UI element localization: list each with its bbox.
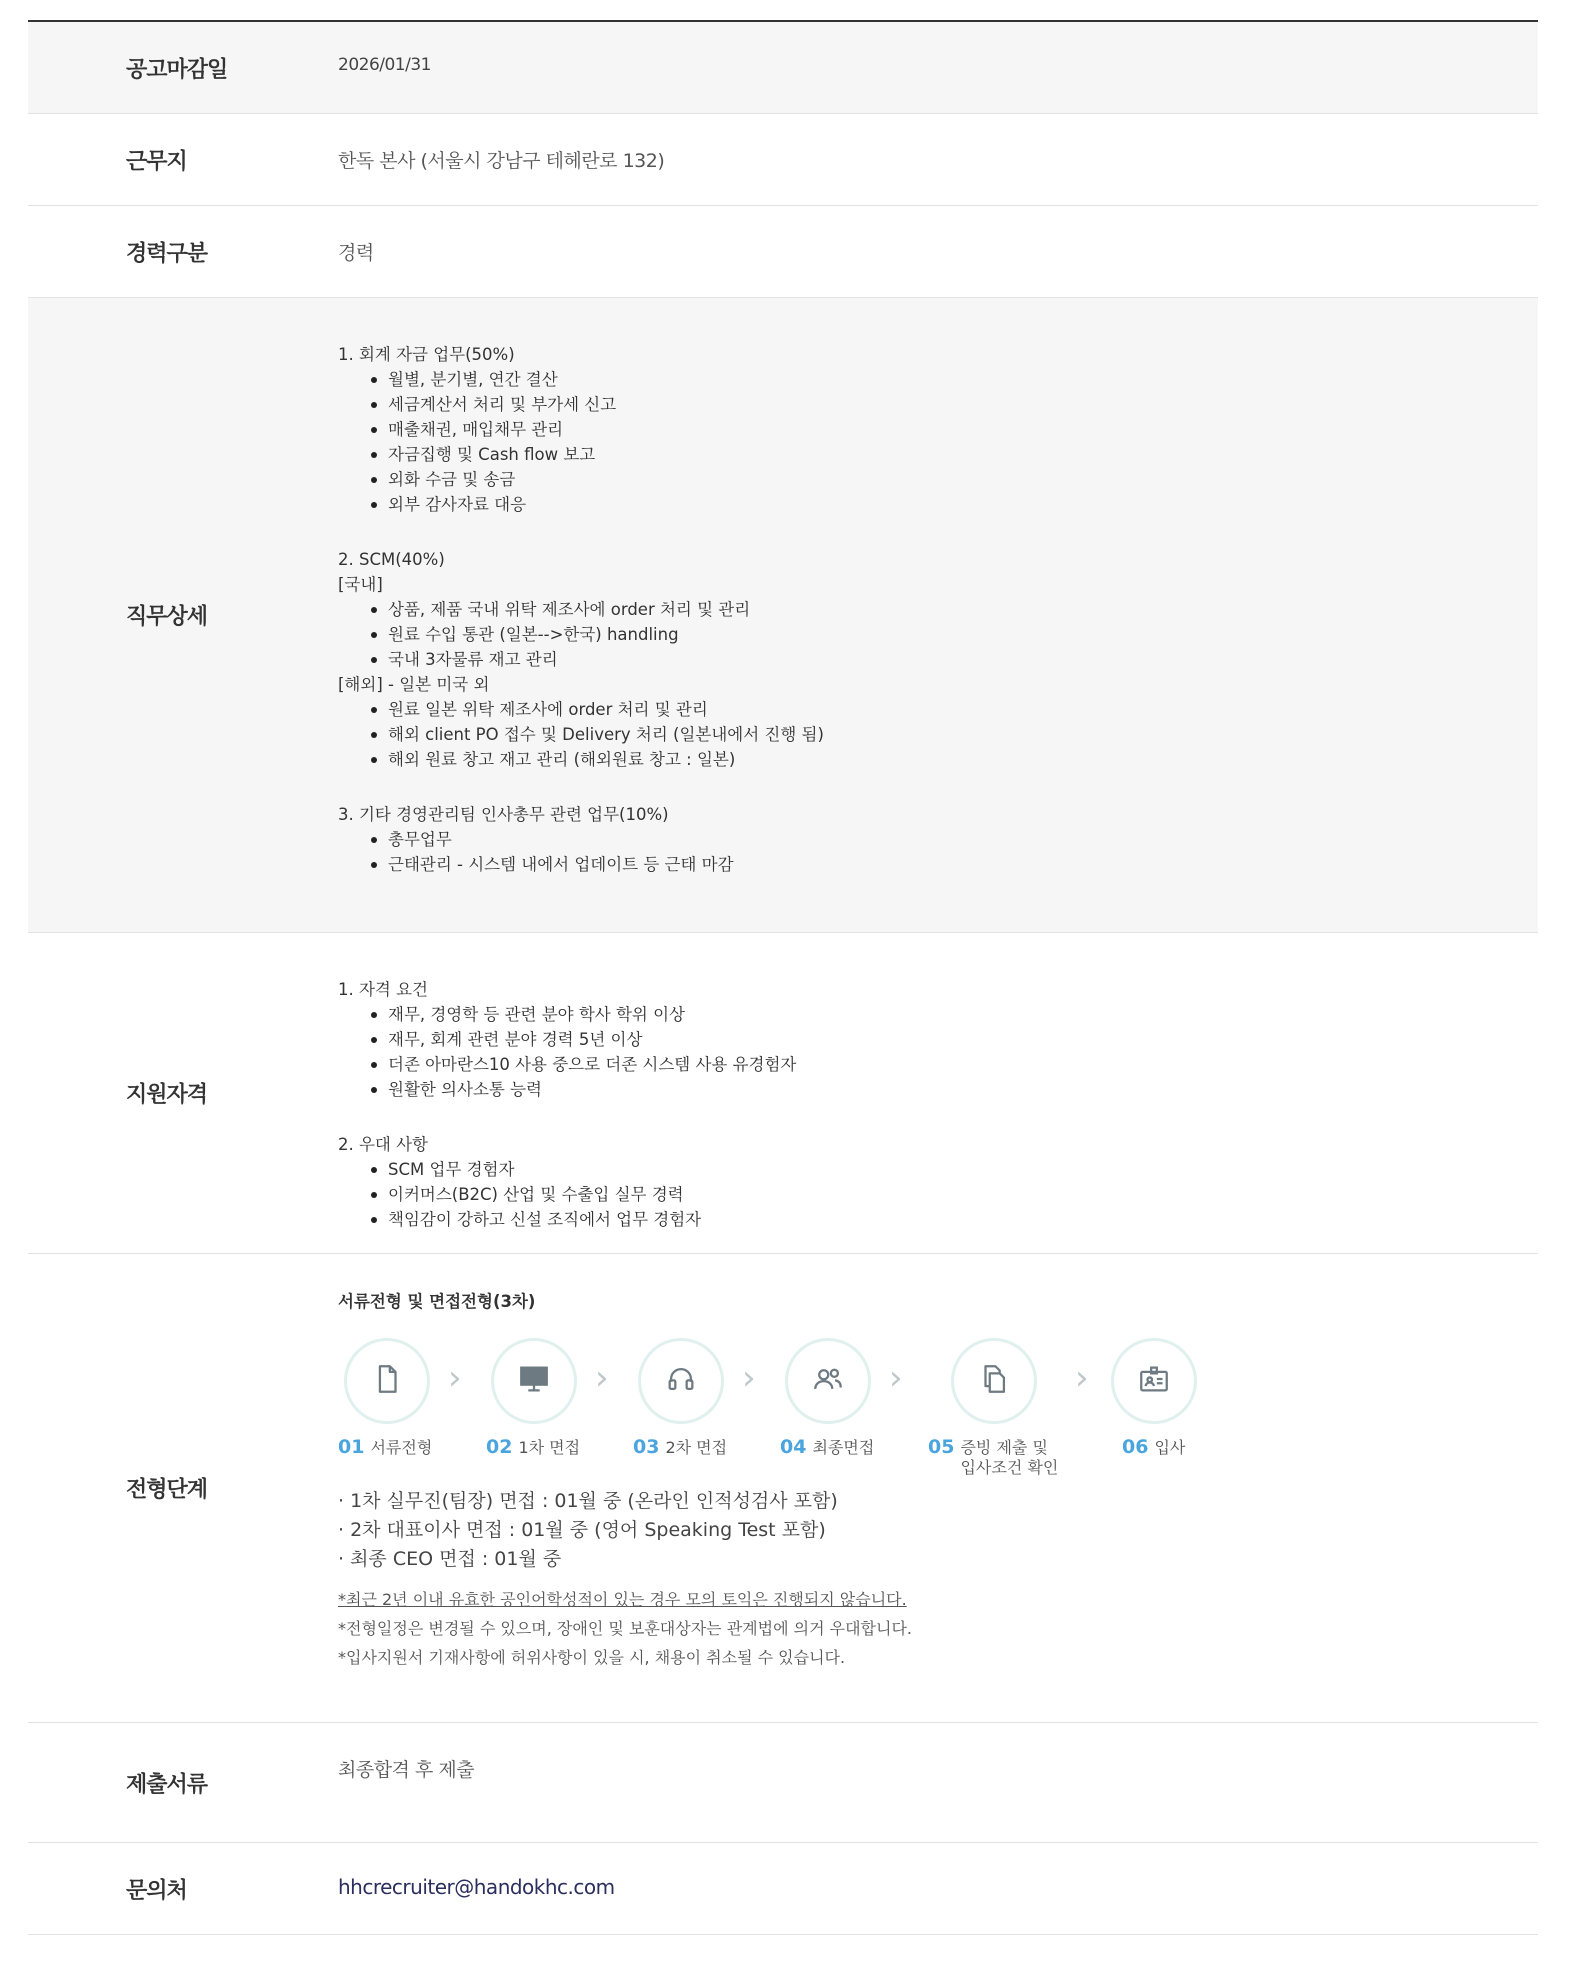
step-label: 06 입사	[1122, 1436, 1186, 1458]
process-steps	[338, 1338, 1238, 1488]
qualifications-section-title: 1. 자격 요건	[338, 980, 428, 999]
documents-label: 제출서류	[126, 1772, 208, 1797]
step-label: 03 2차 면접	[633, 1436, 728, 1458]
schedule-item: · 1차 실무진(팀장) 면접 : 01월 중 (온라인 인적성검사 포함)	[338, 1490, 838, 1512]
qualifications-list	[338, 1157, 796, 1232]
process-label: 전형단계	[126, 1477, 208, 1503]
step-label: 02 1차 면접	[486, 1436, 581, 1458]
note-item: *입사지원서 기재사항에 허위사항이 있을 시, 채용이 취소될 수 있습니다.	[338, 1648, 846, 1667]
duties-list	[338, 597, 824, 672]
duties-label: 직무상세	[126, 604, 208, 630]
qualifications-label: 지원자격	[126, 1082, 208, 1108]
step-item	[951, 1338, 1035, 1424]
list-item: 해외 원료 창고 재고 관리 (해외원료 창고 : 일본)	[388, 747, 824, 772]
step-circle	[491, 1338, 577, 1424]
step-item	[1111, 1338, 1195, 1424]
interview-schedule	[338, 1487, 838, 1574]
list-item: SCM 업무 경험자	[388, 1157, 796, 1182]
step-item	[785, 1338, 869, 1424]
duties-list	[338, 367, 824, 517]
chevron-right-icon: ›	[595, 1358, 609, 1398]
step-item	[638, 1338, 722, 1424]
process-notes	[338, 1585, 912, 1672]
location-label: 근무지	[126, 149, 187, 174]
note-item: *전형일정은 변경될 수 있으며, 장애인 및 보훈대상자는 관계법에 의거 우대합니다.	[338, 1619, 912, 1638]
list-item: 세금계산서 처리 및 부가세 신고	[388, 392, 824, 417]
list-item: 원료 일본 위탁 제조사에 order 처리 및 관리	[388, 697, 824, 722]
duties-content	[338, 342, 824, 877]
step-circle	[951, 1338, 1037, 1424]
duties-section-title: 2. SCM(40%)	[338, 550, 445, 569]
step-circle	[785, 1338, 871, 1424]
deadline-label: 공고마감일	[126, 57, 228, 82]
step-label: 01 서류전형	[338, 1436, 433, 1458]
qualifications-section-title: 2. 우대 사항	[338, 1135, 428, 1154]
documents-value: 최종합격 후 제출	[338, 1759, 475, 1781]
chevron-right-icon: ›	[742, 1358, 756, 1398]
list-item: 외화 수금 및 송금	[388, 467, 824, 492]
list-item: 총무업무	[388, 827, 824, 852]
note-item: *최근 2년 이내 유효한 공인어학성적이 있는 경우 모의 토익은 진행되지 않습니다.	[338, 1590, 907, 1609]
list-item: 외부 감사자료 대응	[388, 492, 824, 517]
list-item: 재무, 회계 관련 분야 경력 5년 이상	[388, 1027, 796, 1052]
list-item: 더존 아마란스10 사용 중으로 더존 시스템 사용 유경험자	[388, 1052, 796, 1077]
chevron-right-icon: ›	[1075, 1358, 1089, 1398]
duties-subsection: [국내]	[338, 575, 383, 594]
duties-row	[28, 298, 1538, 933]
list-item: 매출채권, 매입채무 관리	[388, 417, 824, 442]
step-label: 04 최종면접	[780, 1436, 875, 1458]
step-item	[344, 1338, 428, 1424]
id-badge-icon	[1137, 1362, 1171, 1400]
duties-section-title: 1. 회계 자금 업무(50%)	[338, 345, 515, 364]
list-item: 재무, 경영학 등 관련 분야 학사 학위 이상	[388, 1002, 796, 1027]
contact-row	[28, 1843, 1538, 1935]
list-item: 원활한 의사소통 능력	[388, 1077, 796, 1102]
list-item: 원료 수입 통관 (일본-->한국) handling	[388, 622, 824, 647]
chevron-right-icon: ›	[889, 1358, 903, 1398]
headset-icon	[664, 1362, 698, 1400]
deadline-value: 2026/01/31	[338, 55, 431, 75]
list-item: 국내 3자물류 재고 관리	[388, 647, 824, 672]
copy-documents-icon	[977, 1362, 1011, 1400]
step-circle	[344, 1338, 430, 1424]
process-row	[28, 1254, 1538, 1723]
duties-subsection: [해외] - 일본 미국 외	[338, 675, 490, 694]
list-item: 자금집행 및 Cash flow 보고	[388, 442, 824, 467]
people-icon	[811, 1362, 845, 1400]
duties-section-title: 3. 기타 경영관리팀 인사총무 관련 업무(10%)	[338, 805, 669, 824]
list-item: 근태관리 - 시스템 내에서 업데이트 등 근태 마감	[388, 852, 824, 877]
list-item: 월별, 분기별, 연간 결산	[388, 367, 824, 392]
duties-list	[338, 697, 824, 772]
monitor-icon	[517, 1362, 551, 1400]
contact-label: 문의처	[126, 1878, 187, 1903]
qualifications-content	[338, 977, 796, 1232]
documents-row	[28, 1723, 1538, 1843]
step-circle	[638, 1338, 724, 1424]
step-item	[491, 1338, 575, 1424]
career-label: 경력구분	[126, 241, 208, 266]
job-posting-table	[28, 20, 1538, 1935]
career-value: 경력	[338, 242, 374, 264]
location-value: 한독 본사 (서울시 강남구 테헤란로 132)	[338, 150, 665, 172]
career-row	[28, 206, 1538, 298]
schedule-item: · 최종 CEO 면접 : 01월 중	[338, 1548, 562, 1570]
list-item: 책임감이 강하고 신설 조직에서 업무 경험자	[388, 1207, 796, 1232]
location-row	[28, 114, 1538, 206]
duties-list	[338, 827, 824, 877]
schedule-item: · 2차 대표이사 면접 : 01월 중 (영어 Speaking Test 포함)	[338, 1519, 826, 1541]
qualifications-list	[338, 1002, 796, 1102]
list-item: 이커머스(B2C) 산업 및 수출입 실무 경력	[388, 1182, 796, 1207]
document-icon	[370, 1362, 404, 1400]
contact-email-link[interactable]: hhcrecruiter@handokhc.com	[338, 1875, 615, 1899]
list-item: 상품, 제품 국내 위탁 제조사에 order 처리 및 관리	[388, 597, 824, 622]
list-item: 해외 client PO 접수 및 Delivery 처리 (일본내에서 진행 됨)	[388, 722, 824, 747]
deadline-row	[28, 22, 1538, 114]
process-heading: 서류전형 및 면접전형(3차)	[338, 1292, 536, 1311]
step-circle	[1111, 1338, 1197, 1424]
qualifications-row	[28, 933, 1538, 1254]
chevron-right-icon: ›	[448, 1358, 462, 1398]
step-label: 05 증빙 제출 및 입사조건 확인	[928, 1436, 1059, 1477]
